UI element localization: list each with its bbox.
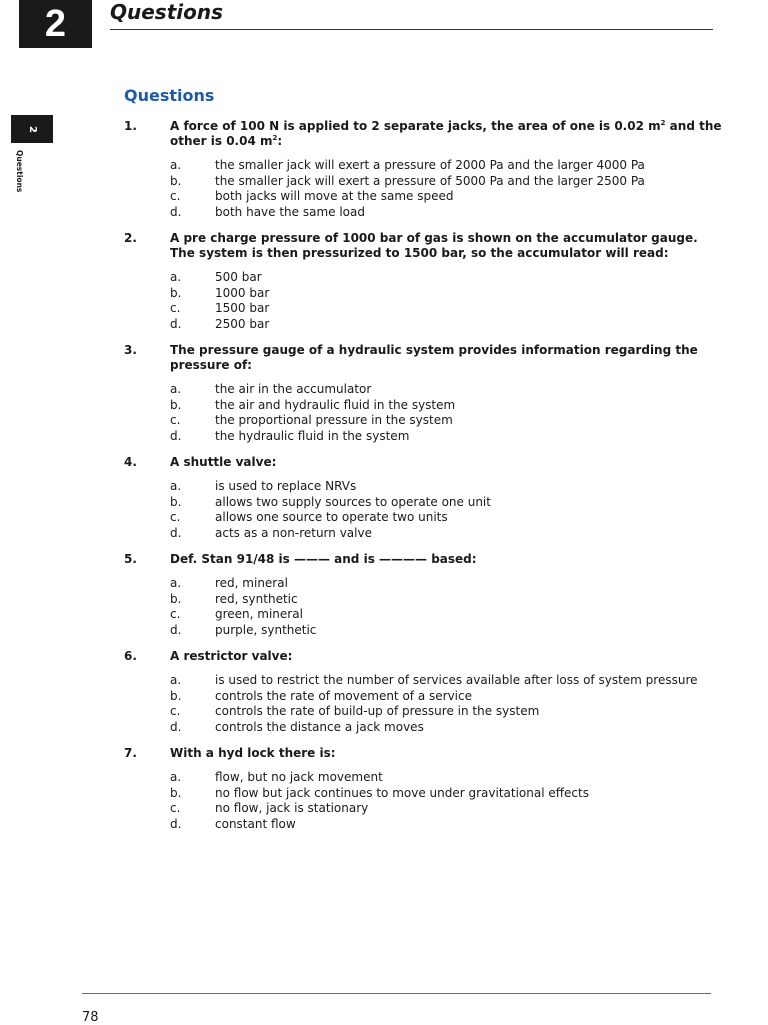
question-text: A pre charge pressure of 1000 bar of gas is shown on the accumulator gauge. The system is then pressurized to 1500 bar, so the accumulator will read:: [170, 231, 698, 260]
question-number: 3.: [124, 343, 137, 357]
option-b: b. no flow but jack continues to move under gravitational effects: [170, 785, 589, 800]
question-text: A restrictor valve:: [170, 649, 293, 663]
option-c: c. controls the rate of build-up of pressure in the system: [170, 704, 540, 718]
question-text: The pressure gauge of a hydraulic system provides information regarding the pressure of:: [170, 343, 698, 372]
question-text: A shuttle valve:: [170, 455, 277, 469]
question-number: 6.: [124, 649, 137, 663]
question-3: [124, 343, 724, 444]
question-6: [124, 649, 724, 735]
option-a: a. is used to replace NRVs: [170, 479, 357, 493]
option-d: d. the hydraulic fluid in the system: [170, 428, 410, 443]
page-number: 78: [82, 1010, 99, 1025]
option-b: b. controls the rate of movement of a service: [170, 688, 472, 703]
option-d: d. 2500 bar: [170, 316, 270, 331]
option-c: c. 1500 bar: [170, 301, 270, 315]
question-number: 2.: [124, 231, 137, 245]
question-5: [124, 552, 724, 638]
question-1: [124, 119, 724, 220]
option-a: a. flow, but no jack movement: [170, 770, 383, 784]
question-2: [124, 231, 724, 332]
option-d: d. controls the distance a jack moves: [170, 719, 424, 734]
option-d: d. constant flow: [170, 816, 296, 831]
option-c: c. allows one source to operate two units: [170, 510, 448, 524]
footer-divider: [82, 993, 711, 994]
header-title: Questions: [110, 0, 224, 24]
option-b: b. 1000 bar: [170, 285, 270, 300]
option-b: b. red, synthetic: [170, 591, 298, 606]
side-tab-label: Questions: [15, 150, 24, 193]
option-d: d. purple, synthetic: [170, 622, 317, 637]
side-tab-number: 2: [11, 115, 53, 143]
section-title: Questions: [124, 86, 215, 105]
option-d: d. both have the same load: [170, 204, 365, 219]
option-a: a. the air in the accumulator: [170, 382, 372, 396]
question-text: With a hyd lock there is:: [170, 746, 336, 760]
question-4: [124, 455, 724, 541]
option-b: b. allows two supply sources to operate one unit: [170, 494, 491, 509]
header-divider: [110, 29, 713, 30]
option-a: a. is used to restrict the number of services available after loss of system pressure: [170, 673, 698, 687]
option-b: b. the smaller jack will exert a pressure of 5000 Pa and the larger 2500 Pa: [170, 173, 645, 188]
option-d: d. acts as a non-return valve: [170, 525, 372, 540]
question-text: Def. Stan 91/48 is ——— and is ———— based:: [170, 552, 477, 566]
option-c: c. green, mineral: [170, 607, 303, 621]
question-text: A force of 100 N is applied to 2 separate jacks, the area of one is 0.02 $m^2$ and the other is 0.04 $m^2$:: [170, 119, 722, 148]
question-number: 1.: [124, 119, 137, 133]
questions-list: [124, 119, 724, 843]
question-7: [124, 746, 724, 832]
question-number: 4.: [124, 455, 137, 469]
option-c: c. the proportional pressure in the system: [170, 413, 453, 427]
option-c: c. no flow, jack is stationary: [170, 801, 369, 815]
option-a: a. 500 bar: [170, 270, 262, 284]
option-a: a. the smaller jack will exert a pressure of 2000 Pa and the larger 4000 Pa: [170, 158, 645, 172]
chapter-number-badge: 2: [19, 0, 92, 48]
question-number: 7.: [124, 746, 137, 760]
option-c: c. both jacks will move at the same speed: [170, 189, 454, 203]
option-b: b. the air and hydraulic fluid in the system: [170, 397, 456, 412]
option-a: a. red, mineral: [170, 576, 288, 590]
question-number: 5.: [124, 552, 137, 566]
